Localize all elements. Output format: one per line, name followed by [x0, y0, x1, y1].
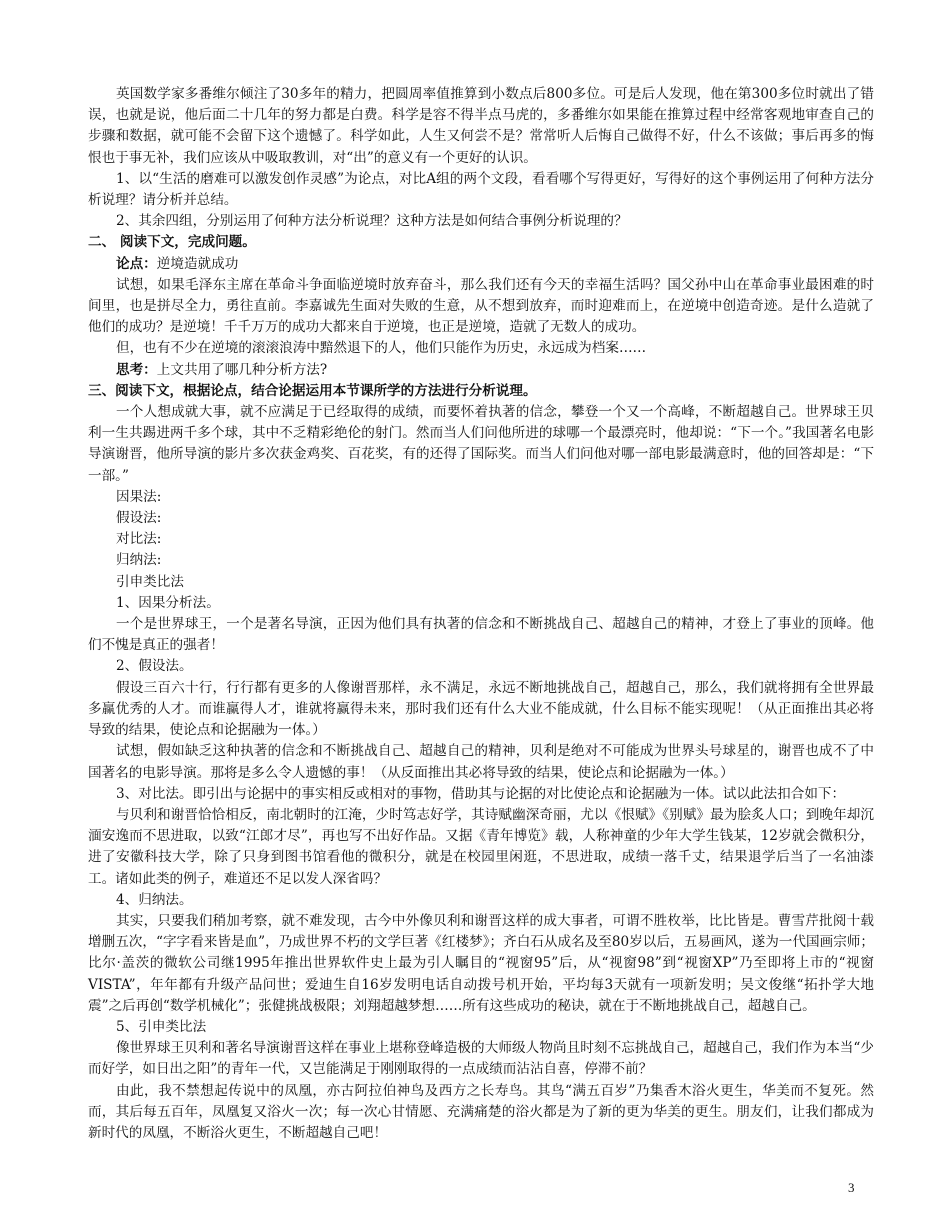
paragraph: 试想，如果毛泽东主席在革命斗争面临逆境时放弃奋斗，那么我们还有今天的幸福生活吗？国父孙中山在革命事业最困难的时间里，也是拼尽全力，勇往直前。李嘉诚先生面对失败的生意，从不想到放弃，而时迎难而上，在逆境中创造奇迹。是什么造就了他们的成功？是逆境！千千万万的成功大都来自于逆境，也正是逆境，造就了无数人的成功。 — [88, 276, 874, 336]
paragraph: 由此，我不禁想起传说中的凤凰，亦古阿拉伯神鸟及西方之长寿鸟。其鸟“满五百岁”乃集香木浴火更生，华美而不复死。然而，其后每五百年，凤凰复又浴火一次；每一次心甘情愿、充满痛楚的浴火都是为了新的更为华美的更生。朋友们，让我们都成为新时代的凤凰，不断浴火更生，不断超越自己吧！ — [88, 1082, 874, 1141]
method-label: 归纳法: — [116, 552, 162, 569]
section-2-heading: 二、 阅读下文，完成问题。 — [88, 234, 256, 251]
paragraph: 但，也有不少在逆境的滚滚浪涛中黯然退下的人，他们只能作为历史，永远成为档案…… — [116, 340, 647, 357]
paragraph: 一个是世界球王，一个是著名导演，正因为他们具有执著的信念和不断挑战自己、超越自己的精神，才登上了事业的顶峰。他们不愧是真正的强者！ — [88, 616, 874, 654]
paragraph: 像世界球王贝利和著名导演谢晋这样在事业上堪称登峰造极的大师级人物尚且时刻不忘挑战自己，超越自己，我们作为本当“少而好学，如日出之阳”的青年一代，又岂能满足于刚刚取得的一点成绩而沾沾自喜，停滞不前？ — [88, 1040, 874, 1078]
method-label: 引申类比法 — [116, 573, 184, 590]
paragraph: 一个人想成就大事，就不应满足于已经取得的成绩，而要怀着执著的信念，攀登一个又一个高峰，不断超越自己。世界球王贝利一生共踢进两千多个球，其中不乏精彩绝伦的射门。然而当人们问他所进的球哪一个最漂亮时，他却说：“下一个。”我国著名电影导演谢晋，他所导演的影片多次获金鸡奖、百花奖，有的还得了国际奖。而当人们问他对哪一部电影最满意时，他的回答却是：“下一部。” — [88, 404, 874, 484]
document-page — [88, 84, 874, 1144]
thesis-text: 逆境造就成功 — [156, 255, 239, 272]
section-3-heading: 三、阅读下文，根据论点，结合论据运用本节课所学的方法进行分析说理。 — [88, 382, 537, 399]
subheading: 4、归纳法。 — [116, 891, 193, 908]
method-label: 假设法: — [116, 510, 162, 527]
think-line — [88, 360, 874, 381]
thesis-line — [88, 254, 874, 275]
paragraph: 其实，只要我们稍加考察，就不难发现，古今中外像贝利和谢晋这样的成大事者，可谓不胜枚举，比比皆是。曹雪芹批阅十载增删五次，“字字看来皆是血”，乃成世界不朽的文学巨著《红楼梦》；齐白石从成名及至80岁以后，五易画风，遂为一代国画宗师；比尔·盖茨的微软公司继1995年推出世界软件史上最为引人瞩目的“视窗95”后，从“视窗98”到“视窗XP”乃至即将上市的“视窗VISTA”，年年都有升级产品问世；爱迪生自16岁发明电话自动拨号机开始，平均每3天就有一项新发明；吴文俊继“拓扑学大地震”之后再创“数学机械化”；张健挑战极限；刘翔超越梦想……所有这些成功的秘诀，就在于不断地挑战自己，超越自己。 — [88, 912, 874, 1014]
question-1: 1、以“生活的磨难可以激发创作灵感”为论点，对比A组的两个文段，看看哪个写得更好，写得好的这个事例运用了何种方法分析说理？请分析并总结。 — [88, 170, 874, 209]
method-label: 对比法: — [116, 531, 162, 548]
subheading: 2、假设法。 — [116, 658, 193, 675]
paragraph: 试想，假如缺乏这种执著的信念和不断挑战自己、超越自己的精神，贝利是绝对不可能成为世界头号球星的，谢晋也成不了中国著名的电影导演。那将是多么令人遗憾的事！（从反面推出其必将导致的结果，使论点和论据融为一体。） — [88, 743, 874, 781]
think-text: 上文共用了哪几种分析方法? — [156, 361, 328, 378]
subheading: 5、引申类比法 — [116, 1018, 207, 1035]
thesis-label: 论点： — [116, 255, 157, 272]
page-number: 3 — [848, 1180, 855, 1195]
think-label: 思考： — [116, 361, 157, 378]
paragraph: 假设三百六十行，行行都有更多的人像谢晋那样，永不满足，永远不断地挑战自己，超越自己，那么，我们就将拥有全世界最多赢优秀的人才。而谁赢得人才，谁就将赢得未来，那时我们还有什么大业不能成就，什么目标不能实现呢！（从正面推出其必将导致的结果，使论点和论据融为一体。） — [88, 679, 874, 739]
paragraph: 与贝利和谢晋恰恰相反，南北朝时的江淹，少时笃志好学，其诗赋幽深奇丽，尤以《恨赋》《别赋》最为脍炙人口；到晚年却沉湎安逸而不思进取，以致“江郎才尽”，再也写不出好作品。又据《青年博览》载，人称神童的少年大学生钱某，12岁就会微积分，进了安徽科技大学，除了只身到图书馆看他的微积分，就是在校园里闲逛，不思进取，成绩一落千丈，结果退学后当了一名油漆工。诸如此类的例子，难道还不足以发人深省吗？ — [88, 806, 874, 887]
subheading: 1、因果分析法。 — [116, 594, 220, 611]
paragraph: 英国数学家多番维尔倾注了30多年的精力，把圆周率值推算到小数点后800多位。可是后人发现，他在第300多位时就出了错误，也就是说，他后面二十几年的努力都是白费。科学是容不得半点马虎的，多番维尔如果能在推算过程中经常客观地审查自己的步骤和数据，就可能不会留下这个遗憾了。科学如此，人生又何尝不是？常常听人后悔自己做得不好，什么不该做；事后再多的悔恨也于事无补，我们应该从中吸取教训，对“出”的意义有一个更好的认识。 — [88, 86, 874, 166]
method-label: 因果法: — [116, 488, 162, 505]
paragraph: 3、对比法。即引出与论据中的事实相反或相对的事物，借助其与论据的对比使论点和论据融为一体。试以此法扣合如下： — [116, 785, 846, 802]
question-2: 2、其余四组，分别运用了何种方法分析说理？这种方法是如何结合事例分析说理的？ — [116, 213, 628, 230]
